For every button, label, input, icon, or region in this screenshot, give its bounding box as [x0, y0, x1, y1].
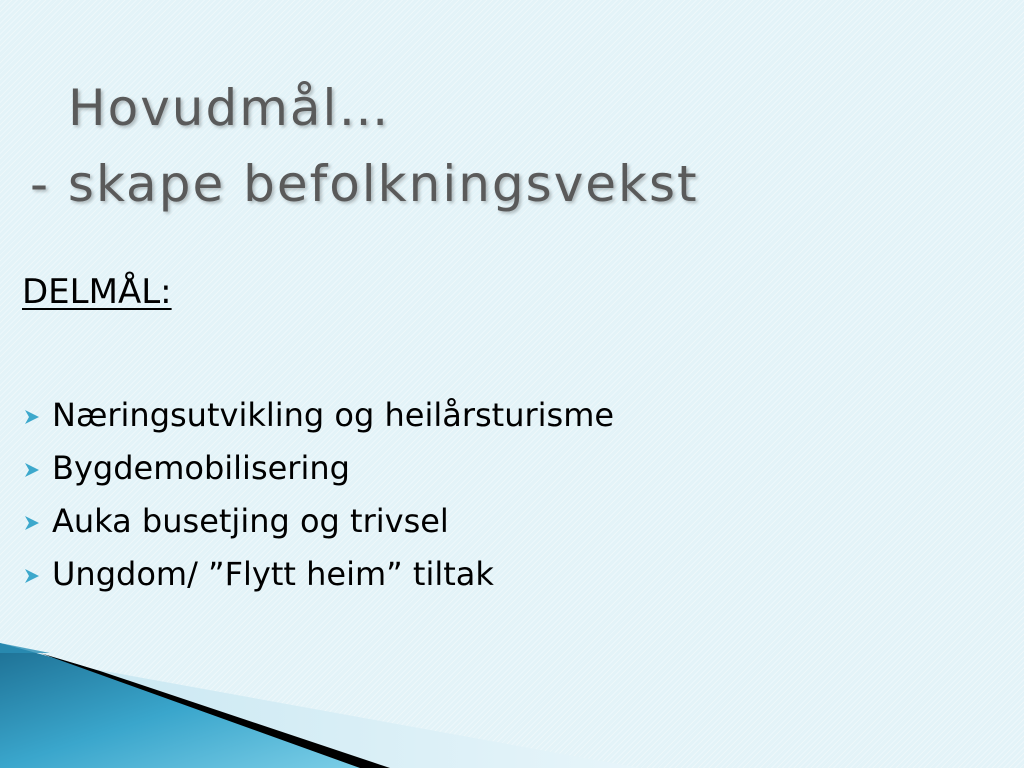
list-item — [22, 388, 614, 441]
subheading: DELMÅL: — [22, 272, 172, 312]
bullet-text: Næringsutvikling og heilårsturisme — [52, 395, 615, 434]
arrowhead-bullet-icon — [22, 566, 42, 586]
bullet-list — [22, 388, 614, 600]
title-line-1: Hovudmål… — [68, 79, 391, 137]
bullet-text: Ungdom/ ”Flytt heim” tiltak — [52, 554, 494, 593]
arrowhead-bullet-icon — [22, 513, 42, 533]
title-line-2: - skape befolkningsvekst — [30, 155, 699, 213]
slide-title — [30, 70, 930, 222]
bullet-text: Auka busetjing og trivsel — [52, 501, 449, 540]
list-item — [22, 547, 614, 600]
bullet-text: Bygdemobilisering — [52, 448, 350, 487]
corner-swoosh-decoration — [0, 643, 640, 768]
list-item — [22, 441, 614, 494]
arrowhead-bullet-icon — [22, 407, 42, 427]
arrowhead-bullet-icon — [22, 460, 42, 480]
list-item — [22, 494, 614, 547]
